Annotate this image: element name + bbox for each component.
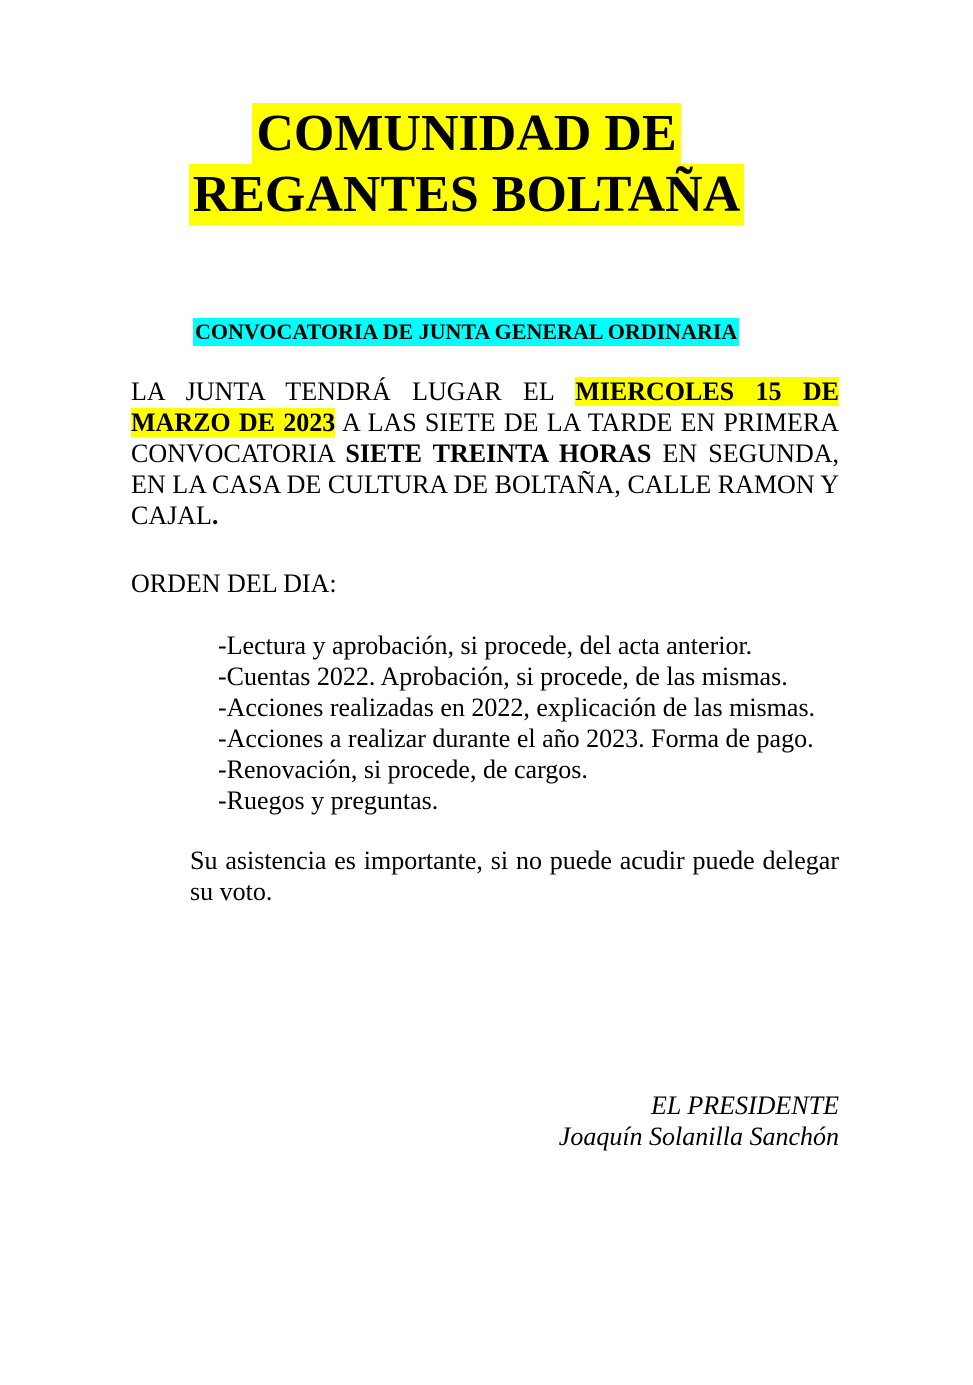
- agenda-list: [218, 630, 815, 816]
- attendance-note: Su asistencia es importante, si no puede acudir puede delegar su voto.: [190, 846, 839, 906]
- meeting-first-call: A LAS SIETE DE LA TARDE EN PRIMERA CONVOCATORIA: [131, 408, 839, 468]
- signature-name: Joaquín Solanilla Sanchón: [558, 1122, 839, 1151]
- meeting-paragraph: [131, 376, 839, 531]
- agenda-item: -Acciones a realizar durante el año 2023. Forma de pago.: [218, 724, 814, 753]
- meeting-place: EN SEGUNDA, EN LA CASA DE CULTURA DE BOLTAÑA, CALLE RAMON Y CAJAL: [131, 439, 840, 530]
- agenda-item: -Lectura y aprobación, si procede, del acta anterior.: [218, 631, 753, 660]
- title-line-2: REGANTES BOLTAÑA: [189, 164, 745, 225]
- agenda-item: -Renovación, si procede, de cargos.: [218, 755, 588, 784]
- title-line-1: COMUNIDAD DE: [252, 103, 680, 164]
- agenda-heading: ORDEN DEL DIA:: [131, 569, 337, 598]
- meeting-second-time: SIETE TREINTA HORAS: [345, 439, 652, 468]
- agenda-item: -Ruegos y preguntas.: [218, 786, 439, 815]
- signature-role: EL PRESIDENTE: [650, 1091, 839, 1120]
- meeting-intro: LA JUNTA TENDRÁ LUGAR EL: [131, 377, 576, 406]
- agenda-item: -Cuentas 2022. Aprobación, si procede, de las mismas.: [218, 662, 788, 691]
- meeting-final-dot: .: [211, 501, 219, 530]
- document-title: [0, 103, 933, 225]
- meeting-date: MIERCOLES 15 DE MARZO DE 2023: [131, 377, 839, 437]
- convocation-subtitle: CONVOCATORIA DE JUNTA GENERAL ORDINARIA: [195, 319, 738, 344]
- agenda-item: -Acciones realizadas en 2022, explicación de las mismas.: [218, 693, 816, 722]
- signature-block: [559, 1090, 839, 1152]
